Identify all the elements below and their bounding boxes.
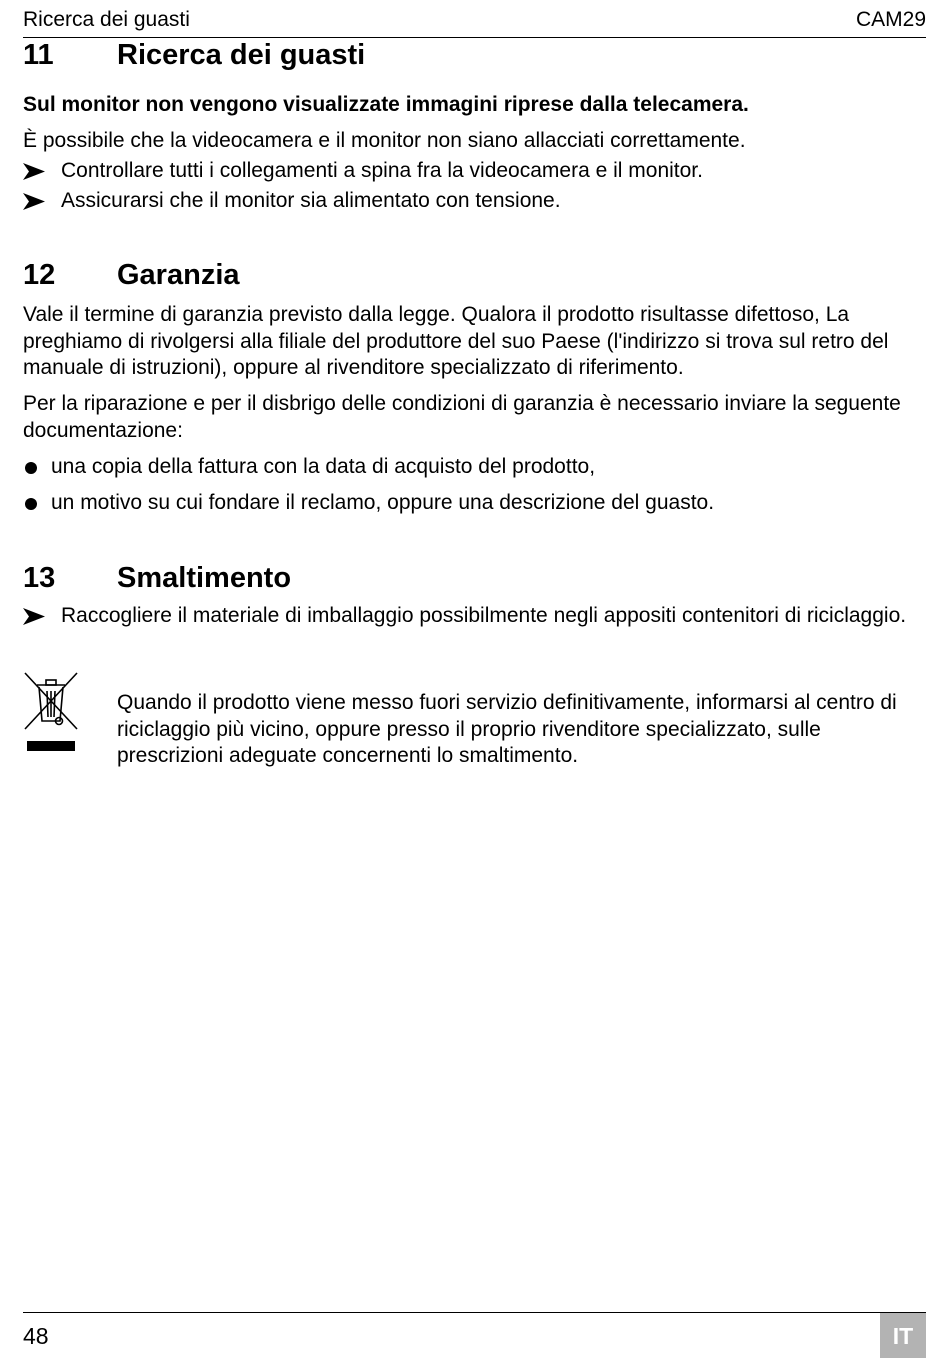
language-tab: IT	[880, 1313, 926, 1358]
running-header	[23, 5, 926, 38]
list-item-text: un motivo su cui fondare il reclamo, oppure una descrizione del guasto.	[51, 491, 715, 514]
section-title: Garanzia	[117, 259, 240, 291]
cause-statement: È possibile che la videocamera e il monitor non siano allacciati correttamente.	[23, 129, 746, 152]
manual-page	[23, 0, 926, 1358]
section-number: 13	[23, 562, 56, 594]
bullet-dot-icon	[25, 498, 37, 510]
crossed-out-wheelie-bin-icon	[23, 671, 79, 755]
running-footer	[23, 1312, 926, 1359]
section-number: 11	[23, 39, 54, 71]
instruction-text: Raccogliere il materiale di imballaggio possibilmente negli appositi contenitori di riciclaggio.	[61, 604, 907, 627]
disposal-note: Quando il prodotto viene messo fuori servizio definitivamente, informarsi al centro di riciclaggio più vicino, oppure presso il proprio rivenditore specializzato, sulle prescrizioni adeguate concernenti lo smaltimento.	[117, 691, 897, 767]
warranty-paragraph: Vale il termine di garanzia previsto dalla legge. Qualora il prodotto risultasse difettoso, La preghiamo di rivolgersi alla filiale del produttore del suo Paese (l'indirizzo si trova sul retro del manuale di istruzioni), oppure al rivenditore specializzato di riferimento.	[23, 303, 889, 379]
header-model-name: CAM29	[855, 8, 926, 31]
arrow-bullet-icon	[23, 608, 45, 625]
arrow-bullet-icon	[23, 163, 45, 180]
list-item-text: una copia della fattura con la data di acquisto del prodotto,	[51, 455, 596, 478]
section-title: Smaltimento	[117, 562, 292, 594]
instruction-text: Assicurarsi che il monitor sia alimentato con tensione.	[61, 189, 561, 212]
page-number: 48	[23, 1323, 49, 1349]
section-number: 12	[23, 259, 56, 291]
instruction-text: Controllare tutti i collegamenti a spina fra la videocamera e il monitor.	[61, 159, 703, 182]
bullet-dot-icon	[25, 462, 37, 474]
section-title: Ricerca dei guasti	[117, 39, 366, 71]
problem-statement: Sul monitor non vengono visualizzate immagini riprese dalla telecamera.	[23, 93, 749, 116]
header-chapter-title: Ricerca dei guasti	[23, 8, 190, 31]
arrow-bullet-icon	[23, 193, 45, 210]
documentation-paragraph: Per la riparazione e per il disbrigo delle condizioni di garanzia è necessario inviare la seguente documentazione:	[23, 392, 901, 442]
